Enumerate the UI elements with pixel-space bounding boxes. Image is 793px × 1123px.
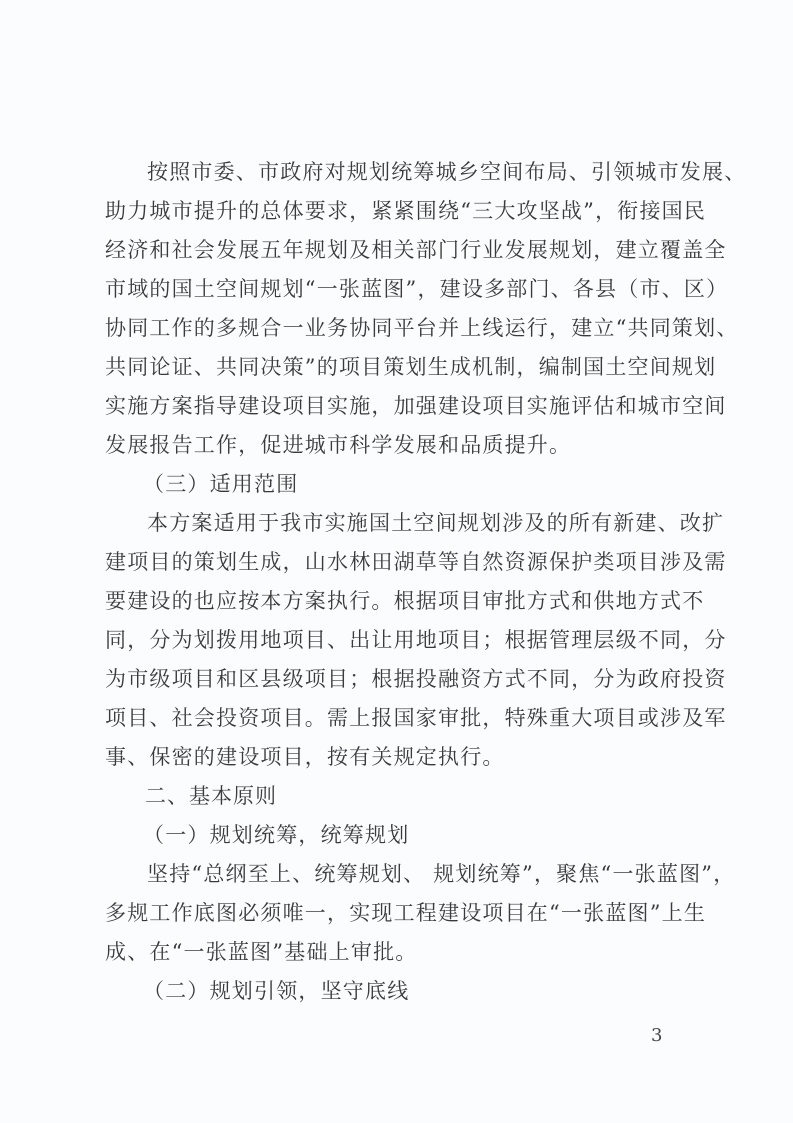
text-line: 市域的国土空间规划“一张蓝图”，建设多部门、各县（市、区） (105, 277, 729, 301)
subheading-guidance: （二）规划引领，坚守底线 (143, 979, 410, 1003)
text-line: 发展报告工作，促进城市科学发展和品质提升。 (105, 433, 572, 457)
text-line: 共同论证、共同决策”的项目策划生成机制，编制国土空间规划 (105, 355, 717, 379)
text-line: 同，分为划拨用地项目、出让用地项目；根据管理层级不同，分 (105, 628, 727, 652)
text-line: 按照市委、市政府对规划统筹城乡空间布局、引领城市发展、 (147, 160, 747, 184)
page-number: 3 (651, 1025, 663, 1046)
text-line: 要建设的也应按本方案执行。根据项目审批方式和供地方式不 (105, 589, 705, 613)
text-line: 成、在“一张蓝图”基础上审批。 (105, 940, 418, 964)
text-line: 助力城市提升的总体要求，紧紧围绕“三大攻坚战”，衔接国民 (105, 199, 707, 223)
text-line: 建项目的策划生成，山水林田湖草等自然资源保护类项目涉及需 (105, 550, 727, 574)
text-line: 协同工作的多规合一业务协同平台并上线运行，建立“共同策划、 (105, 316, 739, 340)
text-line: 事、保密的建设项目，按有关规定执行。 (105, 745, 505, 769)
text-line: 本方案适用于我市实施国土空间规划涉及的所有新建、改扩 (147, 511, 725, 535)
text-line: 经济和社会发展五年规划及相关部门行业发展规划，建立覆盖全 (105, 238, 727, 262)
text-line: 为市级项目和区县级项目；根据投融资方式不同，分为政府投资 (105, 667, 727, 691)
text-line: 多规工作底图必须唯一，实现工程建设项目在“一张蓝图”上生 (105, 901, 707, 925)
subheading-scope: （三）适用范围 (143, 472, 299, 496)
subheading-coordination: （一）规划统筹，统筹规划 (143, 823, 410, 847)
text-line: 实施方案指导建设项目实施，加强建设项目实施评估和城市空间 (105, 394, 727, 418)
text-line: 坚持“总纲至上、统筹规划、 规划统筹”，聚焦“一张蓝图”， (147, 862, 736, 886)
text-line: 项目、社会投资项目。需上报国家审批，特殊重大项目或涉及军 (105, 706, 727, 730)
section-heading-principles: 二、基本原则 (145, 784, 277, 808)
